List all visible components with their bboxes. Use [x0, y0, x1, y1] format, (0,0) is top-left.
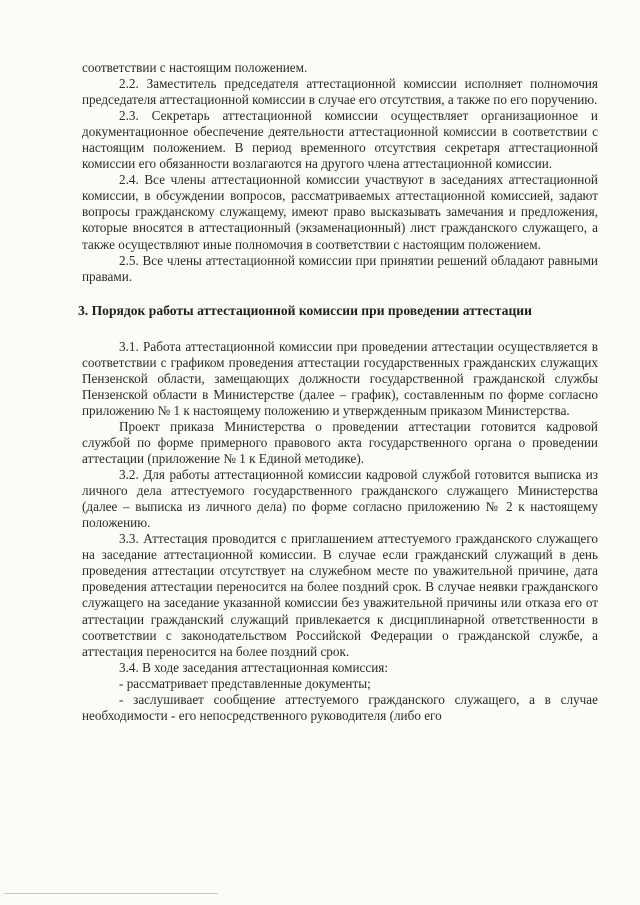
paragraph-order-draft: Проект приказа Министерства о проведении аттестации готовится кадровой службой по форме примерного правового акта государственного органа о проведении аттестации (приложение № 1 к Единой методике).	[82, 418, 598, 467]
paragraph-3-1: 3.1. Работа аттестационной комиссии при проведении аттестации осуществляется в соответствии с графиком проведения аттестации государственных гражданских служащих Пензенской области, замещающих должности государственной гражданской службы Пензенской области в Министерстве (далее – график), составленным по форме согласно приложению № 1 к настоящему положению и утвержденным приказом Министерства.	[82, 338, 598, 418]
list-item: - рассматривает представленные документы;	[119, 675, 371, 691]
section-heading: 3. Порядок работы аттестационной комиссии при проведении аттестации	[78, 302, 532, 318]
document-body	[78, 60, 598, 724]
paragraph-2-4: 2.4. Все члены аттестационной комиссии участвуют в заседаниях аттестационной комиссии, в обсуждении вопросов, рассматриваемых аттестационной комиссией, задают вопросы гражданскому служащему, имеют право высказывать замечания и предложения, которые вносятся в аттестационный (экзаменационный) лист гражданского служащего, а также осуществляют иные полномочия в соответствии с настоящим положением.	[82, 172, 598, 252]
paragraph-2-3: 2.3. Секретарь аттестационной комиссии осуществляет организационное и документационное обеспечение деятельности аттестационной комиссии в соответствии с настоящим положением. В период временного отсутствия секретаря аттестационной комиссии его обязанности возлагаются на другого члена аттестационной комиссии.	[82, 108, 598, 172]
paragraph-3-2: 3.2. Для работы аттестационной комиссии кадровой службой готовится выписка из личного дела аттестуемого государственного гражданского служащего Министерства (далее – выписка из личного дела) по форме согласно приложению № 2 к настоящему положению.	[82, 467, 598, 531]
list-item: - заслушивает сообщение аттестуемого гражданского служащего, а в случае необходимости - его непосредственного руководителя (либо его	[82, 691, 598, 723]
paragraph-2-2: 2.2. Заместитель председателя аттестационной комиссии исполняет полномочия председателя аттестационной комиссии в случае его отсутствия, а также по его поручению.	[82, 76, 598, 108]
paragraph-3-4: 3.4. В ходе заседания аттестационная комиссия:	[119, 659, 388, 675]
paragraph-2-5: 2.5. Все члены аттестационной комиссии при принятии решений обладают равными правами.	[82, 252, 598, 284]
paragraph-continuation: соответствии с настоящим положением.	[82, 60, 308, 75]
page-bottom-rule	[4, 893, 218, 894]
paragraph-3-3: 3.3. Аттестация проводится с приглашением аттестуемого гражданского служащего на заседание аттестационной комиссии. В случае если гражданский служащий в день проведения аттестации отсутствует на служебном месте по уважительной причине, дата проведения аттестации переносится на более поздний срок. В случае неявки гражданского служащего на заседание указанной комиссии без уважительной причины или отказа его от аттестации гражданский служащий привлекается к дисциплинарной ответственности в соответствии с законодательством Российской Федерации о гражданской службе, а аттестация переносится на более поздний срок.	[82, 531, 598, 659]
